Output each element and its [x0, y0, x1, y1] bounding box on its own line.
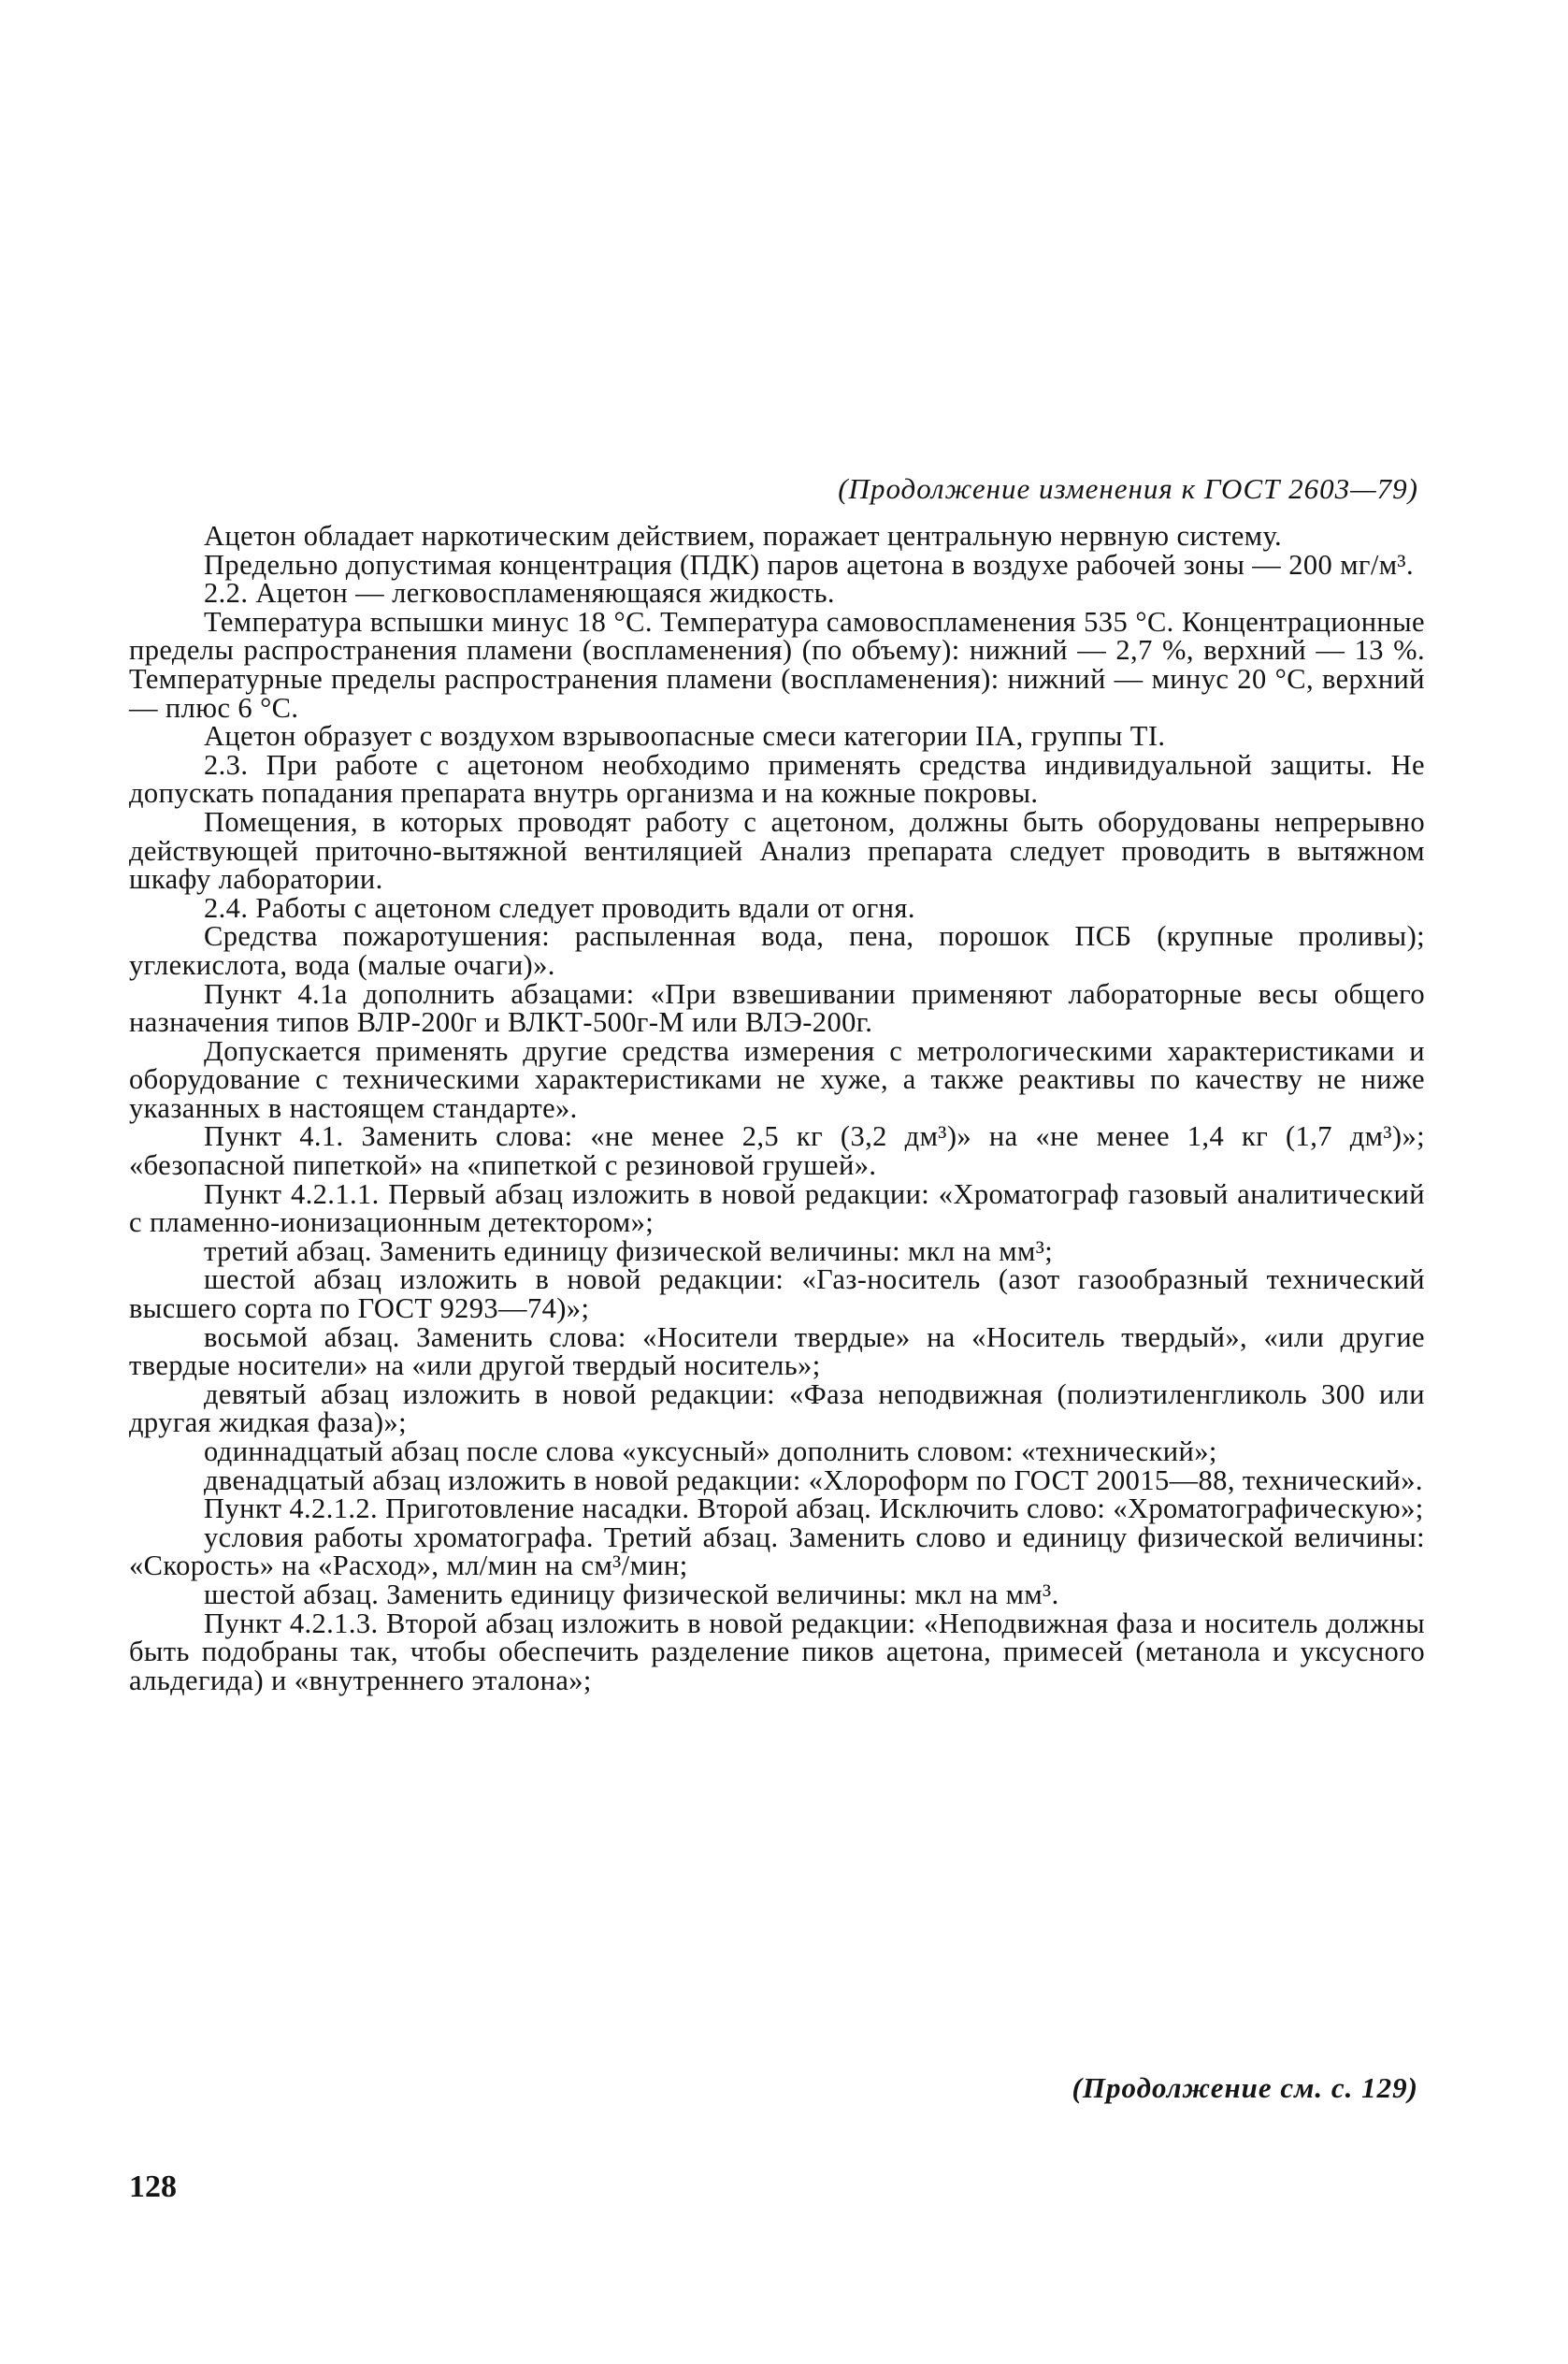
- continuation-header: (Продолжение изменения к ГОСТ 2603—79): [838, 472, 1418, 505]
- paragraph: Средства пожаротушения: распыленная вода, пена, порошок ПСБ (крупные проливы); углекислота, вода (малые очаги)».: [129, 920, 1425, 981]
- paragraph: шестой абзац. Заменить единицу физической величины: мкл на мм³.: [204, 1578, 1059, 1610]
- paragraph: двенадцатый абзац изложить в новой редакции: «Хлороформ по ГОСТ 20015—88, технический».: [204, 1463, 1423, 1496]
- paragraph: 2.4. Работы с ацетоном следует проводить вдали от огня.: [204, 891, 915, 924]
- paragraph: Пункт 4.2.1.1. Первый абзац изложить в новой редакции: «Хроматограф газовый аналитический с пламенно-ионизационным детектором»;: [129, 1177, 1425, 1239]
- page-number: 128: [129, 2169, 177, 2204]
- paragraph: условия работы хроматографа. Третий абзац. Заменить слово и единицу физической величины: «Скорость» на «Расход», мл/мин на см³/мин;: [129, 1521, 1425, 1582]
- paragraph: Пункт 4.2.1.2. Приготовление насадки. Второй абзац. Исключить слово: «Хроматографическую»;: [204, 1492, 1424, 1525]
- paragraph: 2.2. Ацетон — легковоспламеняющаяся жидкость.: [204, 577, 835, 610]
- continuation-footer: (Продолжение см. с. 129): [1072, 2071, 1418, 2104]
- paragraph: одиннадцатый абзац после слова «уксусный» дополнить словом: «технический»;: [204, 1435, 1217, 1467]
- paragraph: Ацетон образует с воздухом взрывоопасные смеси категории IIA, группы TI.: [204, 720, 1166, 753]
- paragraph: Ацетон обладает наркотическим действием, поражает центральную нервную систему.: [204, 520, 1283, 552]
- paragraph: Пункт 4.1а дополнить абзацами: «При взвешивании применяют лабораторные весы общего назначения типов ВЛР-200г и ВЛКТ-500г-М или ВЛЭ-200г.: [129, 977, 1425, 1039]
- paragraph: Пункт 4.2.1.3. Второй абзац изложить в новой редакции: «Неподвижная фаза и носитель должны быть подобраны так, чтобы обеспечить разделение пиков ацетона, примесей (метанола и уксусного альдегида) и «внутреннего эталона»;: [129, 1607, 1425, 1696]
- paragraph: девятый абзац изложить в новой редакции: «Фаза неподвижная (полиэтиленгликоль 300 или другая жидкая фаза)»;: [129, 1377, 1425, 1439]
- paragraph: Помещения, в которых проводят работу с ацетоном, должны быть оборудованы непрерывно действующей приточно-вытяжной вентиляцией Анализ препарата следует проводить в вытяжном шкафу лаборатории.: [129, 805, 1425, 896]
- paragraph: третий абзац. Заменить единицу физической величины: мкл на мм³;: [204, 1234, 1054, 1267]
- paragraph: Предельно допустимая концентрация (ПДК) паров ацетона в воздухе рабочей зоны — 200 мг/м³.: [204, 548, 1414, 581]
- paragraph: Пункт 4.1. Заменить слова: «не менее 2,5 кг (3,2 дм³)» на «не менее 1,4 кг (1,7 дм³)»; «безопасной пипеткой» на «пипеткой с резиновой грушей».: [129, 1120, 1425, 1182]
- paragraph: шестой абзац изложить в новой редакции: «Газ-носитель (азот газообразный технический высшего сорта по ГОСТ 9293—74)»;: [129, 1263, 1425, 1325]
- document-body: [129, 522, 1425, 1694]
- paragraph: Допускается применять другие средства измерения с метрологическими характеристиками и оборудование с техническими характеристиками не хуже, а также реактивы по качеству не ниже указанных в настоящем стандарте».: [129, 1034, 1425, 1124]
- paragraph: Температура вспышки минус 18 °С. Температура самовоспламенения 535 °С. Концентрационные пределы распространения пламени (воспламенения) (по объему): нижний — 2,7 %, верхний — 13 %. Температурные пределы распространения пламени (воспламенения): нижний — минус 20 °С, верхний — плюс 6 °С.: [129, 605, 1425, 724]
- paragraph: 2.3. При работе с ацетоном необходимо применять средства индивидуальной защиты. Не допускать попадания препарата внутрь организма и на кожные покровы.: [129, 748, 1425, 810]
- paragraph: восьмой абзац. Заменить слова: «Носители твердые» на «Носитель твердый», «или другие твердые носители» на «или другой твердый носитель»;: [129, 1320, 1425, 1382]
